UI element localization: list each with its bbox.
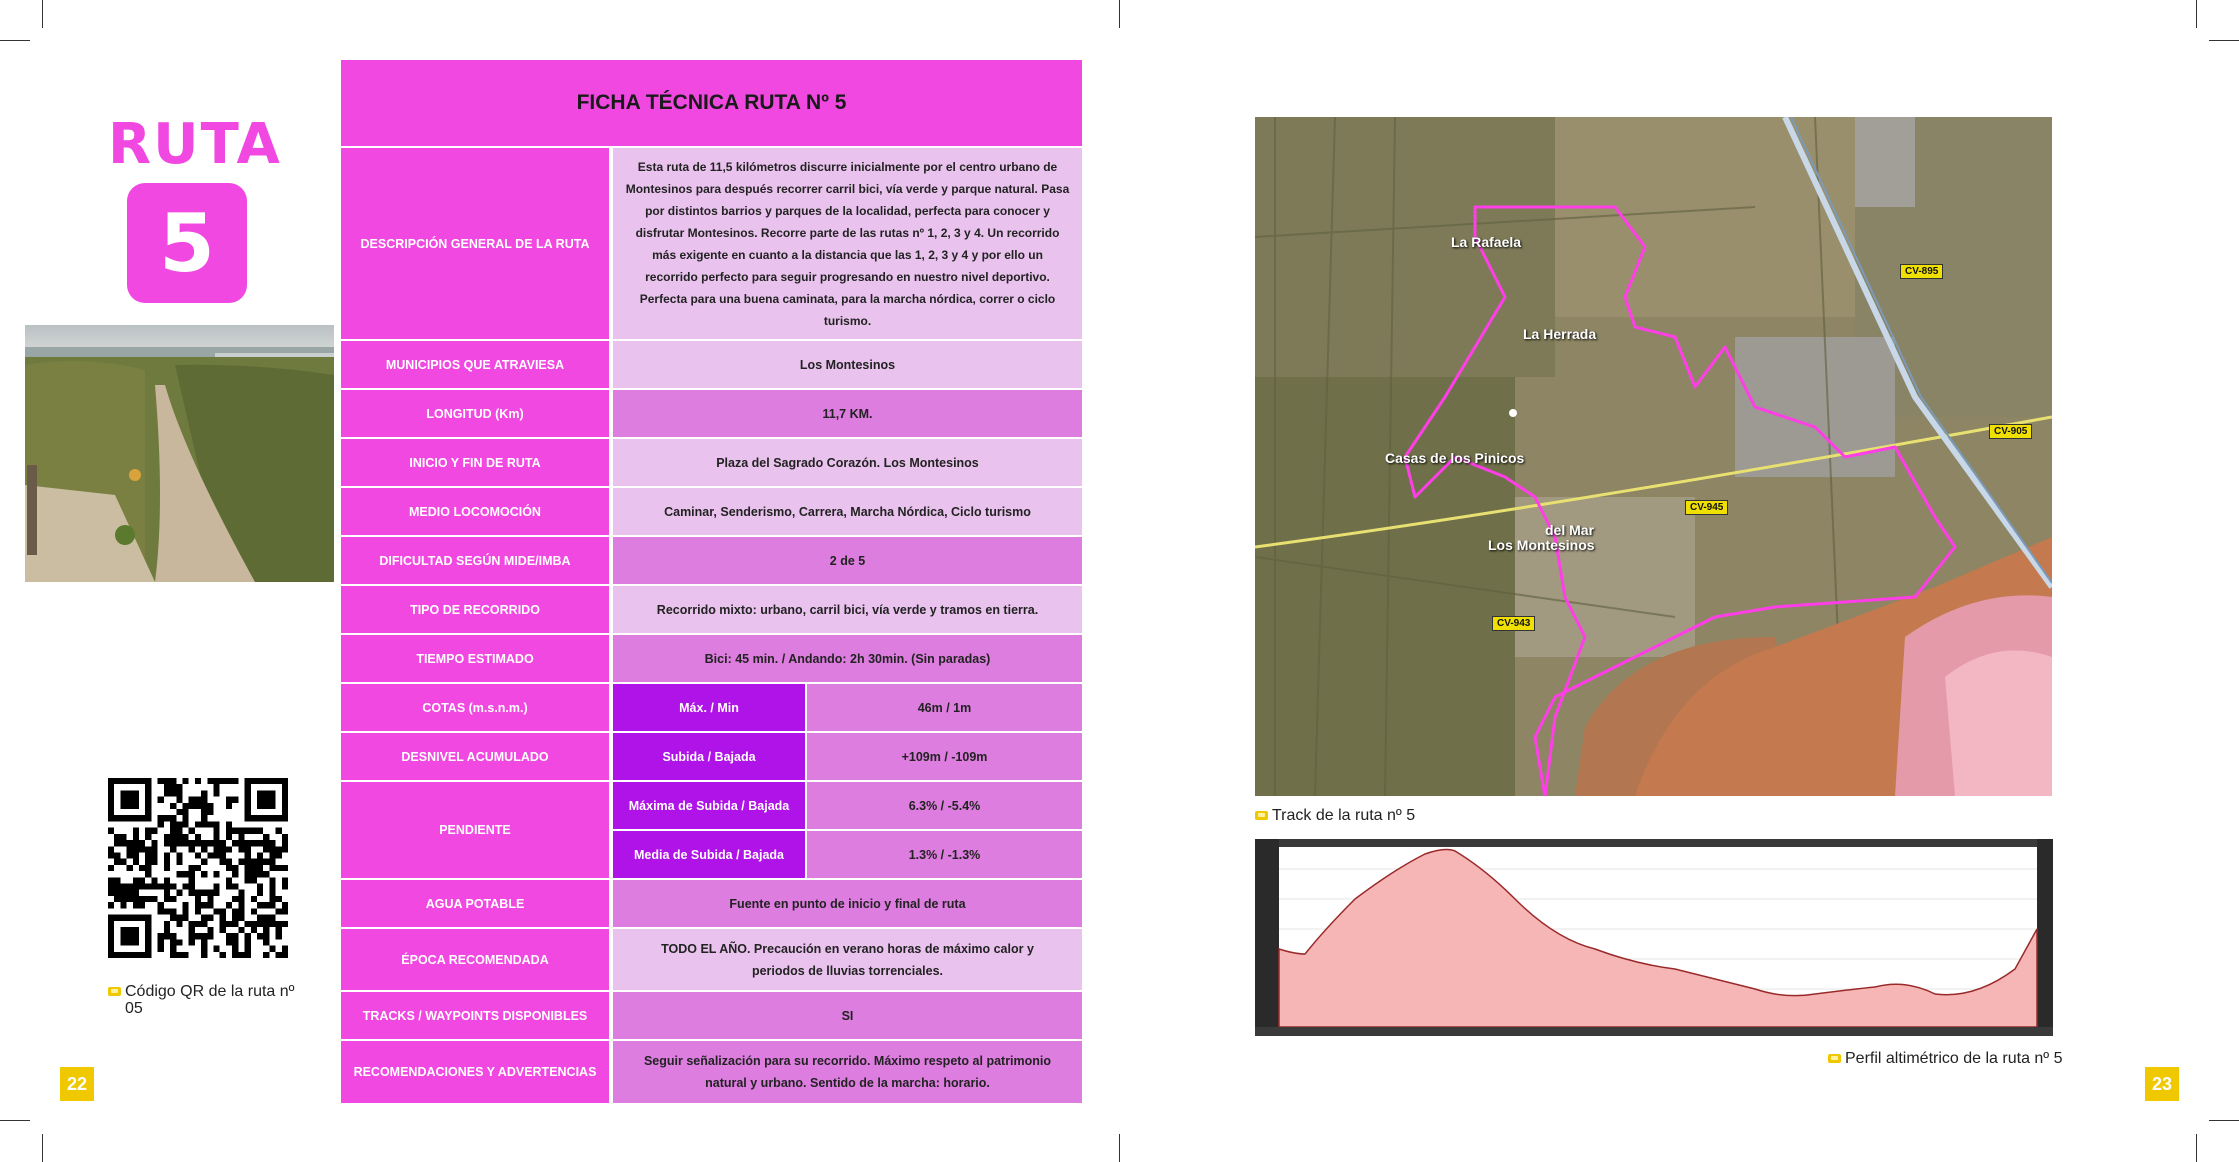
table-row-cotas <box>341 684 1082 733</box>
camera-icon <box>1255 811 1268 820</box>
row-value: Seguir señalización para su recorrido. Máximo respeto al patrimonio natural y urbano. Sentido de la marcha: horario. <box>613 1041 1082 1103</box>
row-value: TODO EL AÑO. Precaución en verano horas de máximo calor y periodos de lluvias torrenciales. <box>613 929 1082 990</box>
row-label: ÉPOCA RECOMENDADA <box>341 929 613 990</box>
row-label: PENDIENTE <box>341 782 613 878</box>
row-label: DESNIVEL ACUMULADO <box>341 733 613 780</box>
map-place: La Herrada <box>1523 326 1597 342</box>
table-row <box>341 390 1082 439</box>
crop-mark <box>2196 0 2197 28</box>
map-place: del Mar <box>1545 522 1595 538</box>
table-row <box>341 992 1082 1041</box>
sub-label: Máx. / Min <box>613 684 807 731</box>
row-label: TIPO DE RECORRIDO <box>341 586 613 633</box>
crop-mark <box>42 1134 43 1162</box>
row-label: LONGITUD (Km) <box>341 390 613 437</box>
qr-caption-text: Código QR de la ruta nº 05 <box>125 983 295 1017</box>
row-value: +109m / -109m <box>807 733 1082 780</box>
route-photo <box>25 325 334 582</box>
row-value: Plaza del Sagrado Corazón. Los Montesinos <box>613 439 1082 486</box>
row-value: 46m / 1m <box>807 684 1082 731</box>
profile-caption <box>1828 1050 2063 1067</box>
map-place: Los Montesinos <box>1488 537 1595 553</box>
crop-mark <box>0 40 30 41</box>
row-value: Bici: 45 min. / Andando: 2h 30min. (Sin paradas) <box>613 635 1082 682</box>
crop-mark <box>42 0 43 28</box>
sub-label: Media de Subida / Bajada <box>613 831 807 878</box>
ruta-number-badge: 5 <box>127 183 247 303</box>
camera-icon <box>1828 1054 1841 1063</box>
table-row <box>341 439 1082 488</box>
crop-mark <box>1119 1134 1120 1162</box>
crop-mark <box>2209 40 2239 41</box>
sub-label: Máxima de Subida / Bajada <box>613 782 807 829</box>
row-label: TIEMPO ESTIMADO <box>341 635 613 682</box>
elevation-profile[interactable] <box>1255 839 2053 1036</box>
road-label: CV-895 <box>1900 264 1943 279</box>
map-place: La Rafaela <box>1451 234 1522 250</box>
page-number-right: 23 <box>2145 1067 2179 1101</box>
road-label: CV-905 <box>1989 424 2032 439</box>
table-row <box>341 1041 1082 1103</box>
road-label: CV-945 <box>1685 500 1728 515</box>
crop-mark <box>2196 1134 2197 1162</box>
crop-mark <box>2209 1120 2239 1121</box>
row-value: 6.3% / -5.4% <box>807 782 1082 829</box>
row-label: MUNICIPIOS QUE ATRAVIESA <box>341 341 613 388</box>
map-place: Casas de los Pinicos <box>1385 450 1525 466</box>
row-value: 2 de 5 <box>613 537 1082 584</box>
profile-caption-text: Perfil altimétrico de la ruta nº 5 <box>1845 1050 2063 1067</box>
row-value: Esta ruta de 11,5 kilómetros discurre inicialmente por el centro urbano de Montesinos para después recorrer carril bici, vía verde y parque natural. Pasa por distintos barrios y parques de la localidad, perfecta para conocer y disfrutar Montesinos. Recorre parte de las rutas nº 1, 2, 3 y 4. Un recorrido más exigente en cuanto a la distancia que las 1, 2, 3 y 4 y por ello un recorrido perfecto para seguir progresando en nuestro nivel deportivo. Perfecta para una buena caminata, para la marcha nórdica, correr o ciclo turismo. <box>613 148 1082 339</box>
table-row <box>341 635 1082 684</box>
row-value: 11,7 KM. <box>613 390 1082 437</box>
row-value: 1.3% / -1.3% <box>807 831 1082 878</box>
row-value: SI <box>613 992 1082 1039</box>
ficha-title: FICHA TÉCNICA RUTA Nº 5 <box>341 60 1082 148</box>
road-label: CV-943 <box>1492 616 1535 631</box>
row-label: AGUA POTABLE <box>341 880 613 927</box>
table-row <box>341 148 1082 341</box>
table-row-pendiente <box>341 782 1082 880</box>
ficha-tecnica-table <box>341 60 1082 1103</box>
table-row <box>341 929 1082 992</box>
map-caption-text: Track de la ruta nº 5 <box>1272 807 1416 824</box>
row-label: COTAS (m.s.n.m.) <box>341 684 613 731</box>
row-label: DIFICULTAD SEGÚN MIDE/IMBA <box>341 537 613 584</box>
route-map[interactable] <box>1255 117 2052 796</box>
qr-code[interactable] <box>108 778 288 958</box>
row-label: MEDIO LOCOMOCIÓN <box>341 488 613 535</box>
table-row <box>341 586 1082 635</box>
table-row <box>341 880 1082 929</box>
page-number-left: 22 <box>60 1067 94 1101</box>
table-row <box>341 537 1082 586</box>
row-value: Recorrido mixto: urbano, carril bici, vía verde y tramos en tierra. <box>613 586 1082 633</box>
qr-caption <box>108 983 308 1017</box>
sub-label: Subida / Bajada <box>613 733 807 780</box>
map-caption <box>1255 807 1415 824</box>
row-value: Caminar, Senderismo, Carrera, Marcha Nórdica, Ciclo turismo <box>613 488 1082 535</box>
table-row <box>341 341 1082 390</box>
ruta-heading: RUTA <box>108 112 282 177</box>
row-label: DESCRIPCIÓN GENERAL DE LA RUTA <box>341 148 613 339</box>
row-label: TRACKS / WAYPOINTS DISPONIBLES <box>341 992 613 1039</box>
camera-icon <box>108 987 121 996</box>
table-row <box>341 488 1082 537</box>
crop-mark <box>0 1120 30 1121</box>
row-label: RECOMENDACIONES Y ADVERTENCIAS <box>341 1041 613 1103</box>
row-value: Los Montesinos <box>613 341 1082 388</box>
row-label: INICIO Y FIN DE RUTA <box>341 439 613 486</box>
row-value: Fuente en punto de inicio y final de ruta <box>613 880 1082 927</box>
crop-mark <box>1119 0 1120 28</box>
table-row-desnivel <box>341 733 1082 782</box>
